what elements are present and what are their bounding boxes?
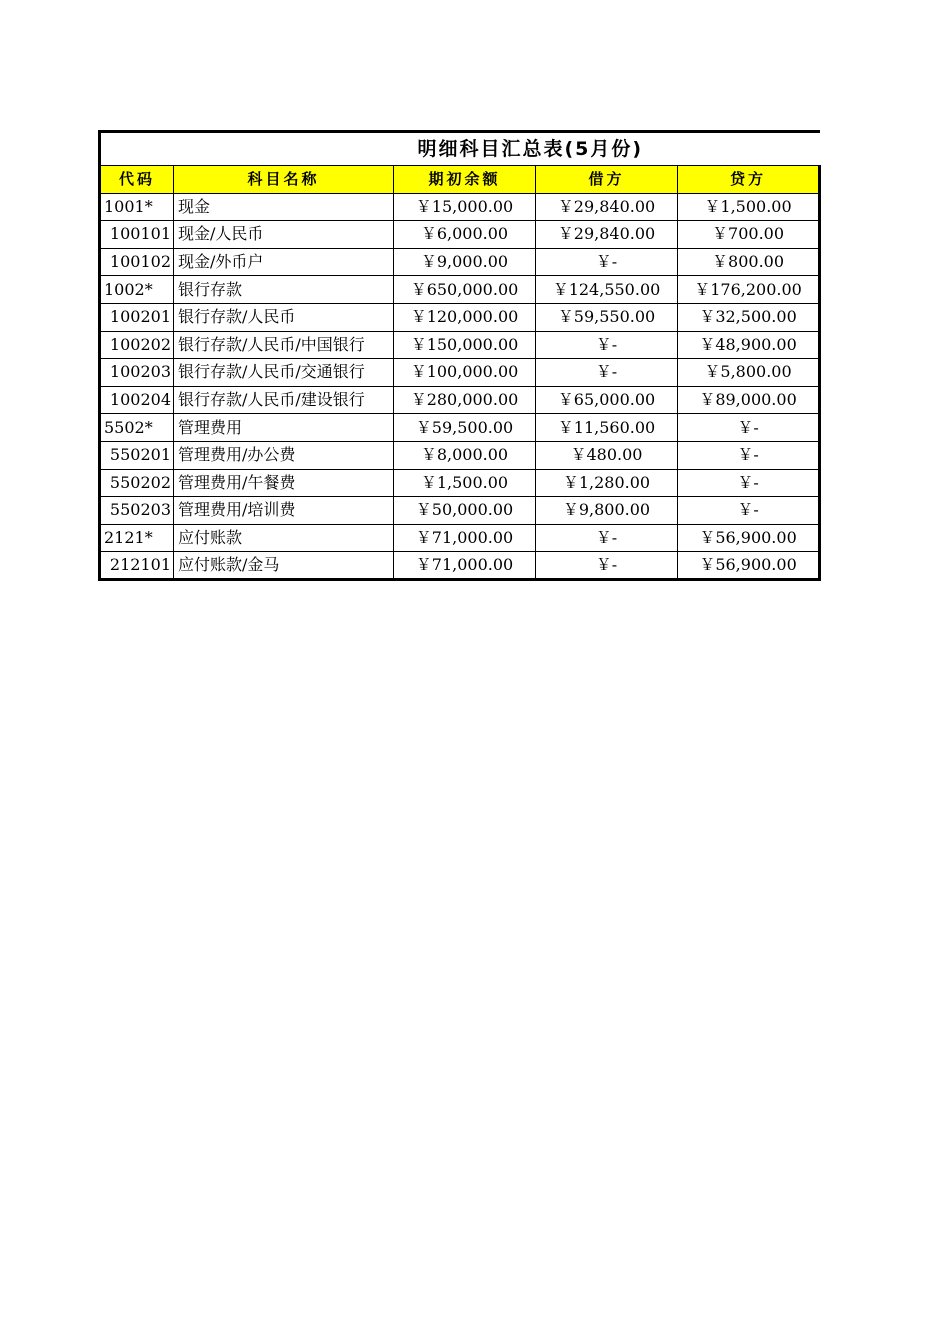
cell-debit: ￥11,560.00 <box>536 414 678 442</box>
cell-credit: ￥5,800.00 <box>678 359 820 387</box>
cell-opening-balance: ￥120,000.00 <box>394 303 536 331</box>
cell-opening-balance: ￥59,500.00 <box>394 414 536 442</box>
cell-credit: ￥176,200.00 <box>678 276 820 304</box>
table-row <box>100 276 820 304</box>
cell-account-name: 管理费用 <box>174 414 394 442</box>
cell-account-name: 管理费用/培训费 <box>174 497 394 525</box>
cell-debit: ￥480.00 <box>536 441 678 469</box>
cell-debit: ￥- <box>536 359 678 387</box>
header-debit: 借方 <box>536 166 678 194</box>
cell-credit: ￥- <box>678 414 820 442</box>
cell-account-name: 银行存款/人民币/中国银行 <box>174 331 394 359</box>
cell-credit: ￥56,900.00 <box>678 552 820 580</box>
cell-credit: ￥89,000.00 <box>678 386 820 414</box>
cell-debit: ￥29,840.00 <box>536 221 678 249</box>
cell-code: 100204 <box>100 386 174 414</box>
table-row <box>100 469 820 497</box>
cell-debit: ￥59,550.00 <box>536 303 678 331</box>
cell-debit: ￥- <box>536 524 678 552</box>
cell-opening-balance: ￥1,500.00 <box>394 469 536 497</box>
table-row <box>100 552 820 580</box>
cell-code: 100203 <box>100 359 174 387</box>
cell-credit: ￥800.00 <box>678 248 820 276</box>
cell-code: 100102 <box>100 248 174 276</box>
cell-credit: ￥- <box>678 469 820 497</box>
cell-credit: ￥48,900.00 <box>678 331 820 359</box>
cell-account-name: 银行存款 <box>174 276 394 304</box>
cell-opening-balance: ￥650,000.00 <box>394 276 536 304</box>
cell-code: 2121* <box>100 524 174 552</box>
cell-debit: ￥65,000.00 <box>536 386 678 414</box>
cell-debit: ￥9,800.00 <box>536 497 678 525</box>
table-title: 明细科目汇总表(5月份) <box>100 132 820 166</box>
cell-debit: ￥- <box>536 331 678 359</box>
header-row <box>100 166 820 194</box>
cell-debit: ￥- <box>536 552 678 580</box>
table-row <box>100 414 820 442</box>
cell-account-name: 管理费用/办公费 <box>174 441 394 469</box>
table-row <box>100 441 820 469</box>
cell-account-name: 现金/外币户 <box>174 248 394 276</box>
table-row <box>100 221 820 249</box>
cell-credit: ￥- <box>678 497 820 525</box>
cell-account-name: 银行存款/人民币 <box>174 303 394 331</box>
cell-code: 5502* <box>100 414 174 442</box>
cell-opening-balance: ￥15,000.00 <box>394 193 536 221</box>
cell-code: 550202 <box>100 469 174 497</box>
cell-credit: ￥1,500.00 <box>678 193 820 221</box>
cell-account-name: 银行存款/人民币/建设银行 <box>174 386 394 414</box>
cell-code: 100201 <box>100 303 174 331</box>
cell-opening-balance: ￥71,000.00 <box>394 552 536 580</box>
header-opening-balance: 期初余额 <box>394 166 536 194</box>
cell-account-name: 现金/人民币 <box>174 221 394 249</box>
cell-opening-balance: ￥6,000.00 <box>394 221 536 249</box>
table-row <box>100 524 820 552</box>
header-code: 代码 <box>100 166 174 194</box>
cell-credit: ￥- <box>678 441 820 469</box>
header-account-name: 科目名称 <box>174 166 394 194</box>
table-row <box>100 248 820 276</box>
cell-opening-balance: ￥9,000.00 <box>394 248 536 276</box>
cell-opening-balance: ￥280,000.00 <box>394 386 536 414</box>
cell-opening-balance: ￥71,000.00 <box>394 524 536 552</box>
cell-opening-balance: ￥100,000.00 <box>394 359 536 387</box>
cell-account-name: 银行存款/人民币/交通银行 <box>174 359 394 387</box>
header-credit: 贷方 <box>678 166 820 194</box>
table-row <box>100 497 820 525</box>
cell-code: 550201 <box>100 441 174 469</box>
table-row <box>100 386 820 414</box>
cell-account-name: 应付账款 <box>174 524 394 552</box>
cell-code: 100202 <box>100 331 174 359</box>
cell-opening-balance: ￥50,000.00 <box>394 497 536 525</box>
cell-opening-balance: ￥8,000.00 <box>394 441 536 469</box>
cell-account-name: 现金 <box>174 193 394 221</box>
table-row <box>100 193 820 221</box>
summary-table <box>98 130 821 581</box>
cell-debit: ￥1,280.00 <box>536 469 678 497</box>
cell-credit: ￥56,900.00 <box>678 524 820 552</box>
cell-debit: ￥- <box>536 248 678 276</box>
cell-code: 212101 <box>100 552 174 580</box>
cell-opening-balance: ￥150,000.00 <box>394 331 536 359</box>
cell-code: 1002* <box>100 276 174 304</box>
cell-code: 1001* <box>100 193 174 221</box>
cell-credit: ￥32,500.00 <box>678 303 820 331</box>
cell-credit: ￥700.00 <box>678 221 820 249</box>
cell-code: 550203 <box>100 497 174 525</box>
cell-code: 100101 <box>100 221 174 249</box>
cell-debit: ￥124,550.00 <box>536 276 678 304</box>
table-row <box>100 303 820 331</box>
cell-account-name: 管理费用/午餐费 <box>174 469 394 497</box>
table-row <box>100 331 820 359</box>
table-row <box>100 359 820 387</box>
cell-account-name: 应付账款/金马 <box>174 552 394 580</box>
cell-debit: ￥29,840.00 <box>536 193 678 221</box>
